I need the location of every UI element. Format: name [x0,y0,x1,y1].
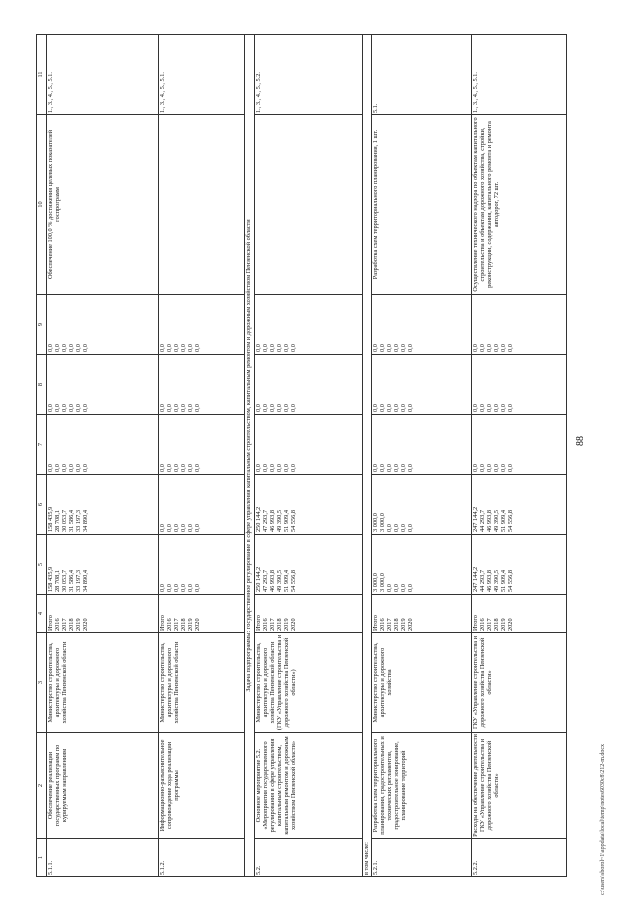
cell-value: 0,0 [159,344,166,352]
event-name: Информационно-разъяснительное сопровождение хода реализации программы [159,733,245,839]
cell-value: 46 993,8 [486,569,494,592]
col-8-values [255,355,363,415]
cell-value: 54 556,8 [290,509,298,532]
cell-value: 0,0 [386,464,394,472]
cell-value: 0,0 [393,584,401,592]
cell-value: 0,0 [393,344,401,352]
cell-value: 0,0 [166,404,174,412]
cell-value: 0,0 [194,344,202,352]
table-row [372,35,472,877]
period-labels [372,595,472,633]
cell-value: 0,0 [180,404,188,412]
year-label: 2016 [262,618,270,631]
cell-value: 54 556,8 [507,569,515,592]
cell-value: 0,0 [372,464,379,472]
cell-value: 0,0 [262,344,270,352]
footer-file-path: c:\users\sborol~1\appdata\local\temp\notes6030c8\212-m.docx [600,743,606,895]
cell-value: 0,0 [472,344,479,352]
year-label: 2018 [493,618,501,631]
col-8-values [159,355,245,415]
col-6-values [255,475,363,535]
table-row [255,35,363,877]
cell-value: 0,0 [194,464,202,472]
executor: Министерство строительства, архитектуры и дорожного хозяйства Пензенской области [159,633,245,733]
event-name: Расходы на обеспечение деятельности ГКУ «Управление строительства и дорожного хозяйства Пензенской области» [472,733,567,839]
including-label: в том числе: [363,35,372,877]
cell-value: 0,0 [166,344,174,352]
cell-value: 34 890,4 [82,509,90,532]
cell-value: 30 053,7 [61,569,69,592]
cell-value: 0,0 [472,464,479,472]
link-to-indicators: 5.1. [372,35,472,115]
cell-value: 0,0 [393,524,401,532]
indicator [255,115,363,295]
cell-value: 0,0 [194,584,202,592]
cell-value: 0,0 [386,404,394,412]
cell-value: 51 909,4 [500,509,508,532]
col-6-values [47,475,159,535]
col-5-values [47,535,159,595]
cell-value: 0,0 [507,464,515,472]
cell-value: 0,0 [486,344,494,352]
cell-value: 44 293,7 [479,569,487,592]
cell-value: 0,0 [379,464,387,472]
cell-value: 0,0 [486,464,494,472]
cell-value: 0,0 [180,464,188,472]
cell-value: 54 556,8 [290,569,298,592]
col-5-values [472,535,567,595]
period-labels [47,595,159,633]
cell-value: 0,0 [283,344,291,352]
cell-value: 0,0 [173,584,181,592]
link-to-indicators: 1., 3., 4., 5., 5.1. [159,35,245,115]
cell-value: 3 000,0 [379,573,387,592]
cell-value: 0,0 [276,464,284,472]
table-body [47,35,567,877]
cell-value: 0,0 [407,584,415,592]
cell-value: 0,0 [276,404,284,412]
col-9-values [47,295,159,355]
cell-value: 0,0 [166,464,174,472]
year-label: 2017 [61,618,69,631]
year-label: 2016 [379,618,387,631]
cell-value: 34 890,4 [82,569,90,592]
total-label: Итого [47,615,54,631]
col-9-values [372,295,472,355]
year-label: 2020 [407,618,415,631]
cell-value: 250 144,2 [255,506,262,532]
cell-value: 0,0 [500,464,508,472]
col-header: 5 [37,535,47,595]
col-8-values [472,355,567,415]
cell-value: 28 708,1 [54,509,62,532]
cell-value: 0,0 [400,584,408,592]
cell-value: 0,0 [47,344,54,352]
cell-value: 0,0 [290,404,298,412]
cell-value: 0,0 [507,344,515,352]
col-header: 10 [37,115,47,295]
cell-value: 0,0 [372,344,379,352]
cell-value: 51 909,4 [283,569,291,592]
event-name: Разработка схем территориального планирования, градостроительных и технических регламентов, градостроительное зонирование, планирование территорий [372,733,472,839]
cell-value: 0,0 [75,344,83,352]
cell-value: 0,0 [386,524,394,532]
link-to-indicators: 1., 3., 4., 5., 5.1. [47,35,159,115]
cell-value: 0,0 [75,404,83,412]
cell-value: 0,0 [393,464,401,472]
col-8-values [47,355,159,415]
total-label: Итого [372,615,379,631]
col-7-values [47,415,159,475]
cell-value: 0,0 [479,344,487,352]
cell-value: 0,0 [479,464,487,472]
cell-value: 0,0 [290,344,298,352]
cell-value: 44 293,7 [479,509,487,532]
table-row [47,35,159,877]
cell-value: 0,0 [486,404,494,412]
cell-value: 0,0 [82,344,90,352]
cell-value: 49 390,5 [276,569,284,592]
year-label: 2018 [180,618,188,631]
cell-value: 0,0 [54,404,62,412]
cell-value: 0,0 [255,404,262,412]
cell-value: 49 390,5 [276,509,284,532]
year-label: 2019 [283,618,291,631]
year-label: 2019 [500,618,508,631]
year-label: 2020 [507,618,515,631]
cell-value: 49 390,5 [493,569,501,592]
cell-value: 0,0 [472,404,479,412]
cell-value: 0,0 [54,464,62,472]
cell-value: 49 390,5 [493,509,501,532]
program-table [36,34,567,877]
total-label: Итого [255,615,262,631]
cell-value: 0,0 [173,344,181,352]
cell-value: 0,0 [379,344,387,352]
col-header: 8 [37,355,47,415]
year-label: 2017 [269,618,277,631]
year-label: 2016 [166,618,174,631]
period-labels [472,595,567,633]
year-label: 2016 [479,618,487,631]
cell-value: 0,0 [194,524,202,532]
cell-value: 0,0 [379,404,387,412]
cell-value: 250 144,2 [255,566,262,592]
cell-value: 47 293,7 [262,569,270,592]
year-label: 2019 [400,618,408,631]
col-6-values [472,475,567,535]
col-header: 7 [37,415,47,475]
col-header: 11 [37,35,47,115]
year-label: 2019 [187,618,195,631]
cell-value: 0,0 [500,404,508,412]
cell-value: 0,0 [82,464,90,472]
cell-value: 46 993,8 [269,509,277,532]
year-label: 2020 [82,618,90,631]
cell-value: 158 435,9 [47,566,54,592]
cell-value: 46 993,8 [486,509,494,532]
cell-value: 0,0 [400,404,408,412]
col-header: 9 [37,295,47,355]
table-row [472,35,567,877]
indicator: Обеспечение 100,0 % достижения целевых показателей госпрограмм [47,115,159,295]
col-header: 6 [37,475,47,535]
cell-value: 0,0 [386,584,394,592]
col-header: 1 [37,839,47,877]
year-label: 2019 [75,618,83,631]
rotated-table-page [36,35,562,877]
col-header: 2 [37,733,47,839]
cell-value: 3 000,0 [372,573,379,592]
executor: Министерство строительства, архитектуры и дорожного хозяйства [372,633,472,733]
year-label: 2020 [194,618,202,631]
cell-value: 3 000,0 [379,513,387,532]
row-number: 5.1.2. [159,839,245,877]
cell-value: 0,0 [290,464,298,472]
cell-value: 3 000,0 [372,513,379,532]
cell-value: 0,0 [407,344,415,352]
total-label: Итого [159,615,166,631]
cell-value: 0,0 [75,464,83,472]
year-label: 2018 [276,618,284,631]
year-label: 2018 [393,618,401,631]
cell-value: 0,0 [400,464,408,472]
period-labels [255,595,363,633]
cell-value: 0,0 [479,404,487,412]
cell-value: 0,0 [507,404,515,412]
cell-value: 54 556,8 [507,509,515,532]
event-name: Основное мероприятие 5.2. «Мероприятия государственного регулирования в сфере управления капитальным строительством, капитальным ремонтом и дорожным хозяйством Пензенской области» [255,733,363,839]
cell-value: 31 586,4 [68,509,76,532]
cell-value: 0,0 [407,524,415,532]
cell-value: 0,0 [159,404,166,412]
cell-value: 0,0 [68,344,76,352]
cell-value: 0,0 [372,404,379,412]
cell-value: 0,0 [61,464,69,472]
year-label: 2016 [54,618,62,631]
cell-value: 0,0 [47,404,54,412]
cell-value: 0,0 [61,404,69,412]
cell-value: 0,0 [187,344,195,352]
cell-value: 0,0 [269,464,277,472]
task-banner-row [245,35,255,877]
total-label: Итого [472,615,479,631]
cell-value: 0,0 [262,404,270,412]
cell-value: 0,0 [180,524,188,532]
cell-value: 0,0 [173,464,181,472]
cell-value: 51 909,4 [500,569,508,592]
cell-value: 51 909,4 [283,509,291,532]
col-7-values [472,415,567,475]
cell-value: 30 053,7 [61,509,69,532]
col-9-values [159,295,245,355]
col-7-values [159,415,245,475]
link-to-indicators: 1., 3., 4., 5., 5.2. [255,35,363,115]
link-to-indicators: 1., 3., 4., 5., 5.1. [472,35,567,115]
cell-value: 0,0 [187,404,195,412]
cell-value: 158 435,9 [47,506,54,532]
cell-value: 0,0 [276,344,284,352]
col-7-values [372,415,472,475]
year-label: 2017 [173,618,181,631]
cell-value: 247 144,2 [472,506,479,532]
col-6-values [372,475,472,535]
cell-value: 33 197,3 [75,569,83,592]
cell-value: 0,0 [269,344,277,352]
executor: ГКУ «Управление строительства и дорожного хозяйства Пензенской области» [472,633,567,733]
col-header: 4 [37,595,47,633]
year-label: 2017 [486,618,494,631]
col-5-values [255,535,363,595]
cell-value: 0,0 [68,404,76,412]
year-label: 2020 [290,618,298,631]
row-number: 5.1.1. [47,839,159,877]
table-row [159,35,245,877]
period-labels [159,595,245,633]
col-5-values [372,535,472,595]
col-9-values [255,295,363,355]
cell-value: 0,0 [187,464,195,472]
cell-value: 0,0 [400,524,408,532]
cell-value: 0,0 [194,404,202,412]
cell-value: 0,0 [159,584,166,592]
cell-value: 0,0 [269,404,277,412]
cell-value: 0,0 [255,464,262,472]
cell-value: 33 197,3 [75,509,83,532]
cell-value: 0,0 [386,344,394,352]
cell-value: 0,0 [173,524,181,532]
col-8-values [372,355,472,415]
cell-value: 28 708,1 [54,569,62,592]
indicator: Разработка схем территориального планирования, 1 шт. [372,115,472,295]
cell-value: 0,0 [166,524,174,532]
event-name: Обеспечение реализации государственных программ по курируемым направлениям [47,733,159,839]
cell-value: 0,0 [283,464,291,472]
indicator [159,115,245,295]
cell-value: 0,0 [393,404,401,412]
cell-value: 0,0 [173,404,181,412]
cell-value: 0,0 [82,404,90,412]
cell-value: 0,0 [187,524,195,532]
year-label: 2017 [386,618,394,631]
cell-value: 0,0 [166,584,174,592]
cell-value: 0,0 [47,464,54,472]
col-5-values [159,535,245,595]
page-number: 88 [575,436,586,446]
executor: Министерство строительства, архитектуры и дорожного хозяйства Пензенской области [47,633,159,733]
col-7-values [255,415,363,475]
cell-value: 0,0 [255,344,262,352]
cell-value: 0,0 [187,584,195,592]
cell-value: 0,0 [407,464,415,472]
cell-value: 46 993,8 [269,569,277,592]
year-label: 2018 [68,618,76,631]
cell-value: 0,0 [493,404,501,412]
row-number: 5.2. [255,839,363,877]
cell-value: 0,0 [180,584,188,592]
cell-value: 31 586,4 [68,569,76,592]
col-9-values [472,295,567,355]
cell-value: 0,0 [500,344,508,352]
col-6-values [159,475,245,535]
row-number: 5.2.1. [372,839,472,877]
cell-value: 0,0 [493,464,501,472]
col-header: 3 [37,633,47,733]
cell-value: 0,0 [61,344,69,352]
cell-value: 0,0 [400,344,408,352]
indicator: Осуществление технического надзора по объектам капитального строительства и объектам дорожного хозяйства, стройки, реконструкции, содержания, капитального ремонта и ремонта автодорог, 72 шт. [472,115,567,295]
column-number-row [37,35,47,877]
cell-value: 0,0 [283,404,291,412]
cell-value: 0,0 [68,464,76,472]
cell-value: 0,0 [159,524,166,532]
executor: Министерство строительства, архитектуры и дорожного хозяйства Пензенской области (ГКУ «Управление строительства и дорожного хозяйства Пензенской области») [255,633,363,733]
cell-value: 0,0 [54,344,62,352]
cell-value: 0,0 [180,344,188,352]
cell-value: 247 144,2 [472,566,479,592]
including-row [363,35,372,877]
task-banner: Задача подпрограммы: государственное регулирование в сфере управления капитальным строительством, капитальным ремонтом и дорожным хозяйством Пензенской области [245,35,255,877]
cell-value: 0,0 [493,344,501,352]
cell-value: 47 293,7 [262,509,270,532]
cell-value: 0,0 [262,464,270,472]
row-number: 5.2.2. [472,839,567,877]
cell-value: 0,0 [159,464,166,472]
cell-value: 0,0 [407,404,415,412]
